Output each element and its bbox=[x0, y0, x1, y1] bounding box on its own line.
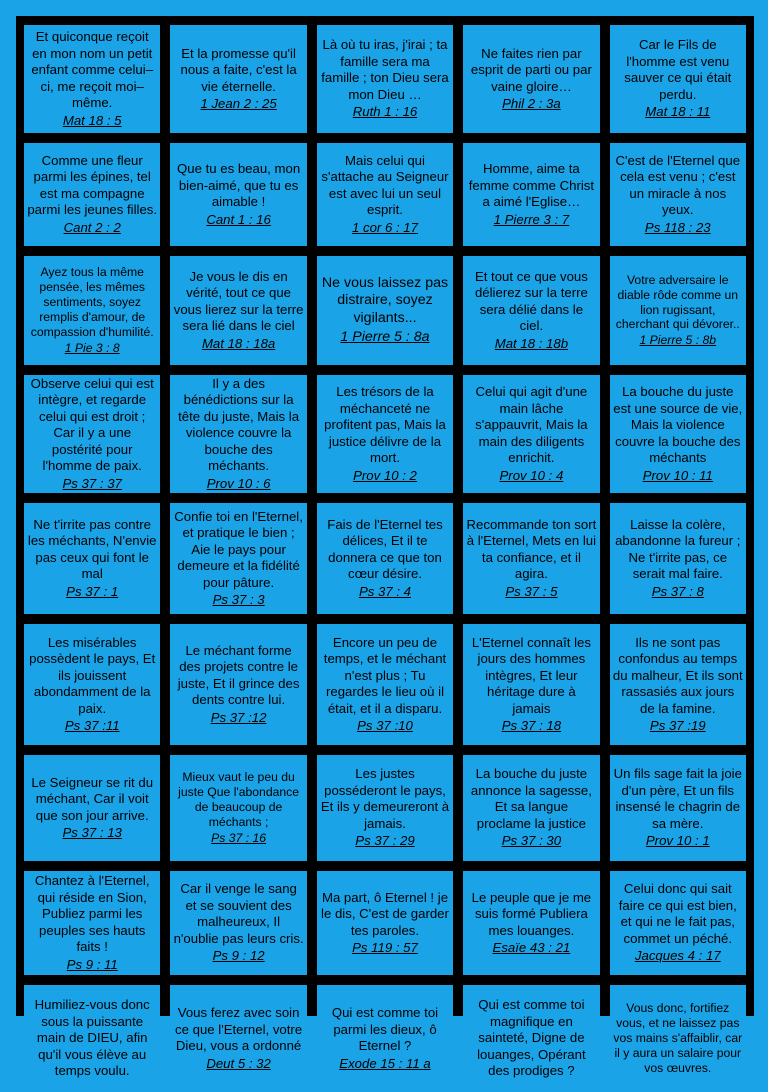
verse-reference: Deut 5 : 32 bbox=[206, 1055, 271, 1071]
verse-card bbox=[24, 143, 160, 246]
verse-card bbox=[463, 25, 599, 133]
verse-text: Les justes posséderont le pays, Et ils y demeureront à jamais. bbox=[320, 766, 450, 831]
verse-card bbox=[463, 143, 599, 246]
verse-reference: Ps 37 :12 bbox=[210, 709, 267, 725]
verse-reference: Phil 2 : 3a bbox=[502, 96, 561, 111]
verse-card bbox=[170, 25, 306, 133]
verse-card bbox=[610, 375, 746, 493]
verse-text: Qui est comme toi magnifique en sainteté, Digne de louanges, Opérant des prodiges ? bbox=[477, 997, 586, 1079]
verse-text: Le Seigneur se rit du méchant, Car il voit que son jour arrive. bbox=[31, 774, 154, 823]
verse-card bbox=[610, 25, 746, 133]
verse-card bbox=[170, 624, 306, 745]
verse-reference: Ps 37 : 1 bbox=[66, 583, 119, 599]
verse-reference: Ps 37 : 3 bbox=[212, 592, 265, 607]
verse-reference: 1 Pierre 5 : 8b bbox=[639, 333, 717, 348]
verse-card bbox=[24, 503, 160, 614]
verse-card bbox=[610, 624, 746, 745]
verse-reference: Exode 15 : 11 a bbox=[339, 1055, 431, 1071]
verse-text: Que tu es beau, mon bien-aimé, que tu es aimable ! bbox=[177, 161, 301, 209]
verse-text: L'Eternel connaît les jours des hommes intègres, Et leur héritage dure à jamais bbox=[471, 634, 591, 716]
verse-card bbox=[317, 985, 453, 1092]
verse-text: Ne faites rien par esprit de parti ou par vaine gloire… bbox=[470, 45, 592, 94]
verse-text: Observe celui qui est intègre, et regarde celui qui est droit ; Car il y a une postérité pour l'homme de paix. bbox=[30, 375, 154, 474]
verse-card bbox=[24, 256, 160, 365]
verse-reference: Ps 37 :10 bbox=[357, 718, 413, 733]
verse-reference: 1 cor 6 : 17 bbox=[352, 219, 418, 235]
verse-card bbox=[317, 143, 453, 246]
verse-card bbox=[24, 25, 160, 133]
verse-text: Recommande ton sort à l'Eternel, Mets en lui ta confiance, et il agira. bbox=[466, 516, 597, 582]
verse-card bbox=[317, 25, 453, 133]
verse-card bbox=[317, 624, 453, 745]
verse-text: Celui donc qui sait faire ce qui est bien, et qui ne le fait pas, commet un péché. bbox=[618, 881, 737, 946]
verse-text: Encore un peu de temps, et le méchant n'est plus ; Tu regardes le lieu où il était, et il a disparu. bbox=[323, 634, 447, 716]
verse-card bbox=[463, 375, 599, 493]
verse-reference: Ps 37 :11 bbox=[64, 718, 120, 733]
verse-card bbox=[24, 624, 160, 745]
verse-text: C'est de l'Eternel que cela est venu ; c'est un miracle à nos yeux. bbox=[615, 152, 741, 218]
verse-reference: Mat 18 : 5 bbox=[62, 112, 122, 128]
verse-reference: Ps 37 : 16 bbox=[211, 830, 267, 845]
verse-text: Homme, aime ta femme comme Christ a aimé l'Eglise… bbox=[468, 161, 595, 209]
verse-card bbox=[170, 143, 306, 246]
verse-reference: Prov 10 : 1 bbox=[645, 833, 710, 849]
verse-reference: Ps 37 : 4 bbox=[358, 583, 412, 599]
verse-text: Vous donc, fortifiez vous, et ne laissez pas vos mains s'affaiblir, car il y aura un salaire pour vos œuvres. bbox=[613, 1001, 743, 1075]
verse-reference: Ps 118 : 23 bbox=[644, 219, 711, 235]
verse-reference: Ruth 1 : 16 bbox=[352, 104, 418, 120]
verse-reference: Ps 37 : 29 bbox=[355, 833, 415, 849]
verse-reference: Jacques 4 : 17 bbox=[634, 948, 721, 964]
verse-text: Qui est comme toi parmi les dieux, ô Eternel ? bbox=[331, 1005, 439, 1053]
verse-card bbox=[610, 256, 746, 365]
verse-text: Un fils sage fait la joie d'un père, Et un fils insensé le chagrin de sa mère. bbox=[613, 766, 742, 831]
verse-reference: Ps 9 : 12 bbox=[212, 948, 265, 964]
verse-text: Et la promesse qu'il nous a faite, c'est la vie éternelle. bbox=[180, 45, 297, 94]
verse-text: Car le Fils de l'homme est venu sauver ce qui était perdu. bbox=[624, 37, 732, 102]
verse-text: Confie toi en l'Eternel, et pratique le bien ; Aie le pays pour demeure et la fidélité pour pâture. bbox=[174, 508, 303, 590]
verse-text: Là où tu iras, j'irai ; ta famille sera ma famille ; ton Dieu sera mon Dieu … bbox=[321, 37, 449, 102]
verse-reference: Ps 9 : 11 bbox=[66, 956, 118, 972]
verse-reference: Esaïe 43 : 21 bbox=[492, 940, 571, 955]
verse-card bbox=[463, 503, 599, 614]
verse-reference: Ps 37 : 18 bbox=[501, 718, 562, 733]
verse-card bbox=[610, 503, 746, 614]
verse-reference: Mat 18 : 11 bbox=[645, 104, 711, 120]
verse-text: Humiliez-vous donc sous la puissante main de DIEU, afin qu'il vous élève au temps voulu. bbox=[34, 997, 150, 1079]
verse-card bbox=[610, 143, 746, 246]
verse-text: Fais de l'Eternel tes délices, Et il te donnera ce que ton cœur désire. bbox=[327, 516, 443, 582]
verse-card bbox=[463, 985, 599, 1092]
verse-card bbox=[170, 755, 306, 861]
verse-text: Ne vous laissez pas distraire, soyez vigilants... bbox=[321, 274, 449, 326]
verse-text: Chantez à l'Eternel, qui réside en Sion, Publiez parmi les peuples ses hauts faits ! bbox=[34, 873, 150, 954]
verse-text: Les misérables possèdent le pays, Et ils jouissent abondamment de la paix. bbox=[29, 634, 156, 716]
verse-card bbox=[610, 871, 746, 975]
verse-card-grid bbox=[16, 16, 754, 1079]
verse-card bbox=[463, 256, 599, 365]
verse-reference: Ps 37 :19 bbox=[649, 718, 706, 733]
verse-reference: Ps 37 : 5 bbox=[505, 583, 558, 599]
verse-reference: Ps 37 : 8 bbox=[651, 583, 704, 599]
verse-text: Mais celui qui s'attache au Seigneur est avec lui un seul esprit. bbox=[321, 152, 449, 218]
verse-reference: Ps 119 : 57 bbox=[352, 940, 418, 955]
verse-reference: Ps 37 : 37 bbox=[62, 475, 122, 491]
verse-reference: Mat 18 : 18a bbox=[201, 335, 276, 351]
verse-text: Ma part, ô Eternel ! je le dis, C'est de garder tes paroles. bbox=[321, 889, 449, 938]
verse-reference: 1 Pierre 5 : 8a bbox=[340, 328, 430, 345]
verse-text: Celui qui agit d'une main lâche s'appauvrit, Mais la main des diligents enrichit. bbox=[475, 384, 588, 465]
verse-text: Votre adversaire le diable rôde comme un lion rugissant, cherchant qui dévorer.. bbox=[615, 272, 740, 332]
verse-reference: Prov 10 : 2 bbox=[353, 467, 417, 483]
verse-card bbox=[317, 871, 453, 975]
verse-card bbox=[317, 256, 453, 365]
verse-card bbox=[24, 375, 160, 493]
verse-card bbox=[317, 755, 453, 861]
verse-reference: Prov 10 : 6 bbox=[206, 475, 271, 491]
verse-text: Ne t'irrite pas contre les méchants, N'envie pas ceux qui font le mal bbox=[27, 516, 157, 582]
verse-card bbox=[24, 755, 160, 861]
verse-reference: Cant 1 : 16 bbox=[206, 211, 271, 227]
verse-card bbox=[463, 624, 599, 745]
verse-card bbox=[463, 755, 599, 861]
verse-reference: Prov 10 : 4 bbox=[499, 467, 564, 483]
verse-text: Vous ferez avec soin ce que l'Eternel, votre Dieu, vous a ordonné bbox=[175, 1005, 303, 1053]
verse-reference: Ps 37 : 30 bbox=[501, 833, 562, 849]
verse-reference: Prov 10 : 11 bbox=[642, 467, 713, 483]
verse-card bbox=[317, 375, 453, 493]
verse-card bbox=[170, 503, 306, 614]
verse-text: Les trésors de la méchanceté ne profitent pas, Mais la justice délivre de la mort. bbox=[324, 384, 446, 465]
verse-text: Ils ne sont pas confondus au temps du malheur, Et ils sont rassasiés aux jours de la famine. bbox=[612, 634, 743, 716]
verse-card bbox=[170, 256, 306, 365]
verse-text: Et tout ce que vous délierez sur la terre sera délié dans le ciel. bbox=[474, 268, 588, 334]
verse-card bbox=[610, 985, 746, 1092]
verse-card bbox=[463, 871, 599, 975]
verse-reference: 1 Pierre 3 : 7 bbox=[493, 211, 570, 227]
verse-card bbox=[317, 503, 453, 614]
verse-text: Le méchant forme des projets contre le juste, Et il grince des dents contre lui. bbox=[177, 642, 300, 708]
verse-reference: 1 Jean 2 : 25 bbox=[200, 96, 277, 111]
verse-card bbox=[610, 755, 746, 861]
verse-reference: Ps 37 : 13 bbox=[62, 825, 122, 840]
verse-text: Je vous le dis en vérité, tout ce que vous lierez sur la terre sera lié dans le ciel bbox=[173, 268, 304, 334]
verse-text: Laisse la colère, abandonne la fureur ; Ne t'irrite pas, ce serait mal faire. bbox=[615, 516, 741, 582]
verse-text: Comme une fleur parmi les épines, tel est ma compagne parmi les jeunes filles. bbox=[27, 152, 158, 218]
verse-card bbox=[170, 871, 306, 975]
verse-text: Mieux vaut le peu du juste Que l'abondance de beaucoup de méchants ; bbox=[178, 770, 300, 829]
verse-reference: Mat 18 : 18b bbox=[494, 335, 569, 351]
verse-text: Car il venge le sang et se souvient des malheureux, Il n'oublie pas leurs cris. bbox=[173, 881, 304, 946]
verse-card bbox=[24, 871, 160, 975]
verse-text: Le peuple que je me suis formé Publiera mes louanges. bbox=[471, 889, 592, 938]
verse-reference: 1 Pie 3 : 8 bbox=[64, 340, 120, 355]
verse-card bbox=[24, 985, 160, 1092]
verse-text: Il y a des bénédictions sur la tête du juste, Mais la violence couvre la bouche des méchants. bbox=[178, 375, 300, 474]
verse-text: La bouche du juste est une source de vie, Mais la violence couvre la bouche des méchants bbox=[613, 384, 743, 465]
verse-text: Et quiconque reçoit en mon nom un petit enfant comme celui–ci, me reçoit moi–même. bbox=[31, 29, 154, 110]
verse-text: La bouche du juste annonce la sagesse, Et sa langue proclame la justice bbox=[470, 766, 592, 831]
verse-card bbox=[170, 375, 306, 493]
verse-reference: Cant 2 : 2 bbox=[63, 219, 121, 235]
verse-text: Ayez tous la même pensée, les mêmes sentiments, soyez remplis d'amour, de compassion d'humilité. bbox=[30, 265, 154, 339]
verse-card bbox=[170, 985, 306, 1092]
